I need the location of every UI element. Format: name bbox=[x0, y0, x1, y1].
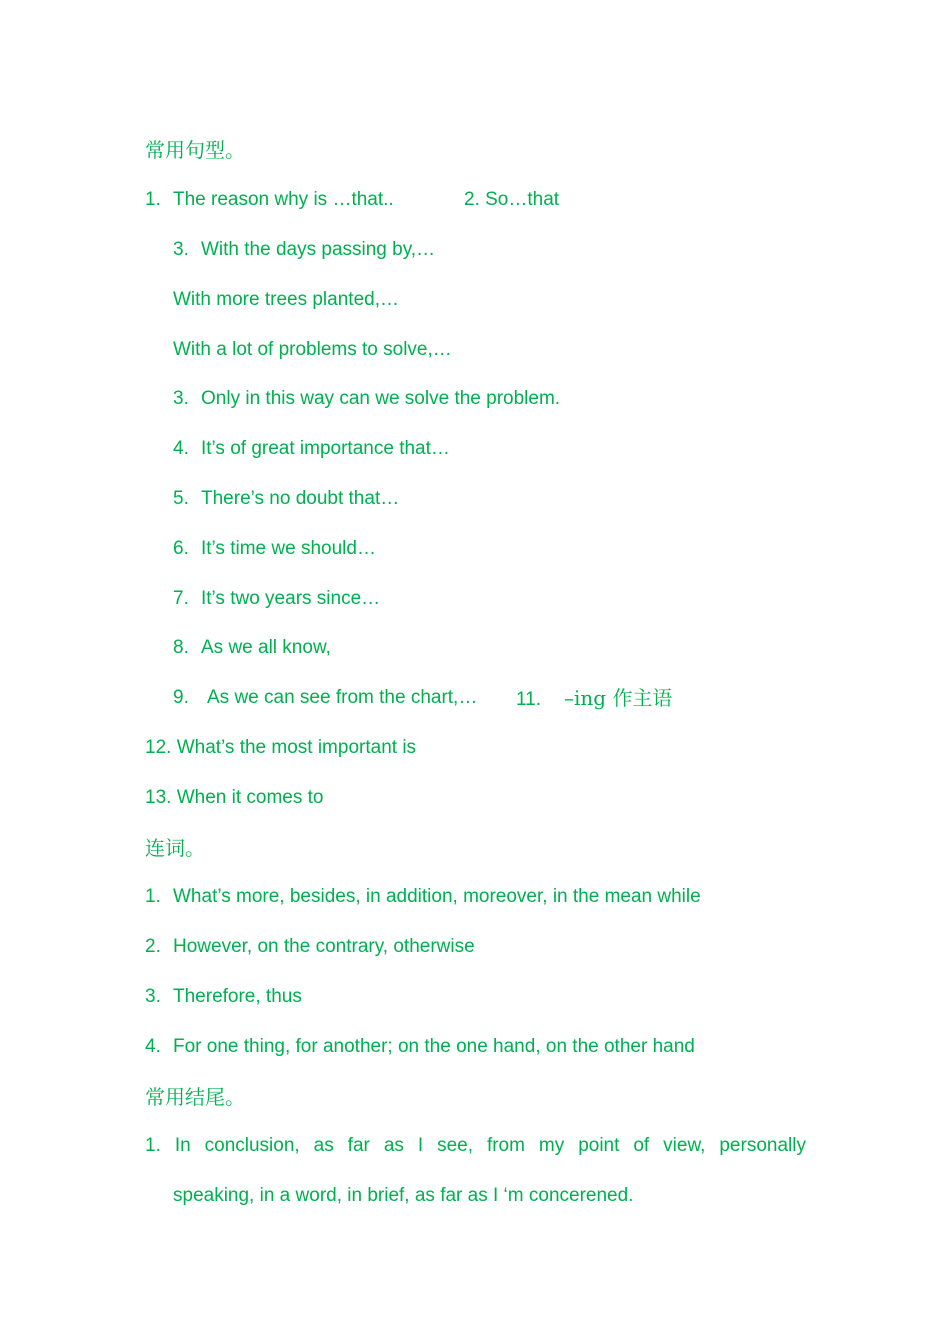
ending-word: point bbox=[578, 1135, 620, 1156]
connective-item-2 bbox=[145, 935, 475, 959]
list-text: There’s no doubt that… bbox=[201, 488, 400, 509]
list-text: What’s more, besides, in addition, moreover, in the mean while bbox=[173, 886, 701, 907]
sentence-item-5 bbox=[173, 487, 399, 511]
list-number: 11. bbox=[516, 689, 542, 710]
list-number: 1. bbox=[145, 1135, 161, 1156]
connective-item-3 bbox=[145, 985, 302, 1009]
ending-item-1 bbox=[145, 1134, 806, 1158]
list-text: The reason why is …that.. bbox=[173, 189, 394, 210]
heading-connectives: 连词。 bbox=[145, 836, 205, 860]
heading-endings: 常用结尾。 bbox=[145, 1085, 245, 1109]
ending-word: personally bbox=[719, 1135, 806, 1156]
list-text: With the days passing by,… bbox=[201, 239, 436, 260]
ending-word: conclusion, bbox=[204, 1135, 300, 1156]
connective-item-4 bbox=[145, 1035, 695, 1059]
list-number: 1. bbox=[145, 886, 161, 907]
ending-word: In bbox=[174, 1135, 191, 1156]
ending-word: of bbox=[633, 1135, 650, 1156]
list-number: 7. bbox=[173, 588, 189, 609]
sentence-item-4 bbox=[173, 437, 450, 461]
ending-word: as bbox=[313, 1135, 334, 1156]
list-number: 4. bbox=[173, 438, 189, 459]
list-text: Only in this way can we solve the problem. bbox=[201, 388, 561, 409]
list-text: It’s two years since… bbox=[201, 588, 381, 609]
list-text: However, on the contrary, otherwise bbox=[173, 936, 475, 957]
list-number: 3. bbox=[173, 239, 189, 260]
sentence-item-8 bbox=[173, 636, 331, 660]
connective-item-1 bbox=[145, 885, 701, 909]
sentence-item-13: 13. When it comes to bbox=[145, 787, 324, 808]
ending-word: see, bbox=[437, 1135, 473, 1156]
list-text: It’s of great importance that… bbox=[201, 438, 450, 459]
sentence-item-9 bbox=[173, 686, 477, 710]
ending-word: I bbox=[417, 1135, 424, 1156]
ending-word: view, bbox=[663, 1135, 706, 1156]
sentence-item-6 bbox=[173, 537, 376, 561]
sentence-item-11 bbox=[516, 686, 672, 712]
list-text: –ing 作主语 bbox=[564, 686, 673, 710]
sentence-item-7 bbox=[173, 587, 380, 611]
list-number: 1. bbox=[145, 189, 161, 210]
list-number: 3. bbox=[145, 986, 161, 1007]
list-number: 9. bbox=[173, 687, 189, 708]
sentence-item-3a-line2: With more trees planted,… bbox=[173, 289, 399, 310]
sentence-item-3a-line3: With a lot of problems to solve,… bbox=[173, 339, 452, 360]
ending-word: my bbox=[538, 1135, 565, 1156]
ending-word: from bbox=[486, 1135, 525, 1156]
list-text: For one thing, for another; on the one hand, on the other hand bbox=[173, 1036, 695, 1057]
heading-common-sentences: 常用句型。 bbox=[145, 138, 245, 162]
sentence-item-3a bbox=[173, 238, 435, 262]
ending-word: far bbox=[347, 1135, 370, 1156]
list-number: 2. bbox=[145, 936, 161, 957]
ending-word: as bbox=[383, 1135, 404, 1156]
ending-item-1-line2: speaking, in a word, in brief, as far as I ‘m concerened. bbox=[173, 1185, 634, 1206]
list-text: As we all know, bbox=[201, 637, 331, 658]
list-text: It’s time we should… bbox=[201, 538, 376, 559]
sentence-item-1 bbox=[145, 188, 394, 212]
list-text: Therefore, thus bbox=[173, 986, 302, 1007]
list-number: 8. bbox=[173, 637, 189, 658]
sentence-item-2: 2. So…that bbox=[464, 189, 560, 210]
list-number: 5. bbox=[173, 488, 189, 509]
sentence-item-3b bbox=[173, 387, 560, 411]
sentence-item-12: 12. What’s the most important is bbox=[145, 737, 417, 758]
list-number: 6. bbox=[173, 538, 189, 559]
list-number: 4. bbox=[145, 1036, 161, 1057]
list-text: As we can see from the chart,… bbox=[207, 687, 478, 708]
list-number: 3. bbox=[173, 388, 189, 409]
